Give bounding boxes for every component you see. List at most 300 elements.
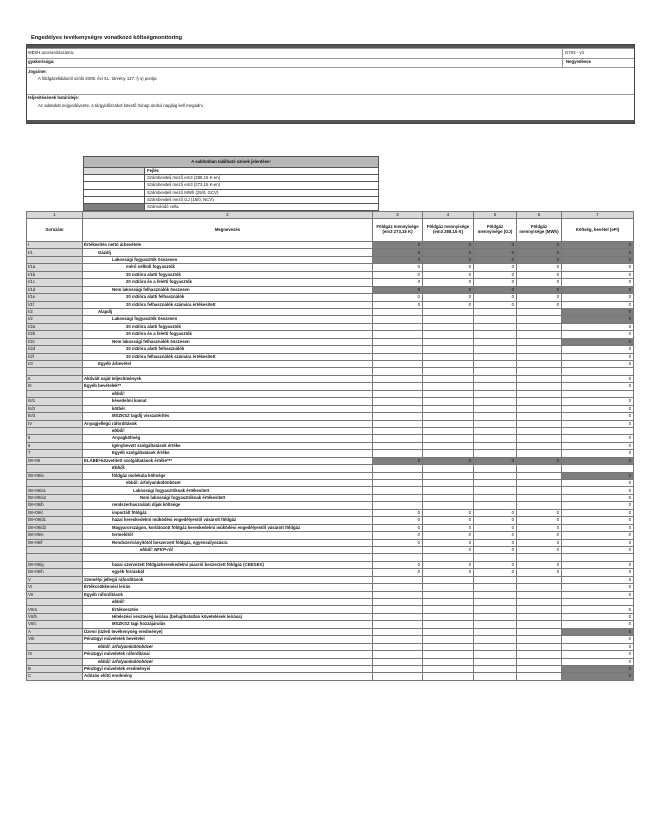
value-cell: 0 [474,256,517,263]
value-cell[interactable]: 0 [474,569,517,576]
value-cell: 0 [562,308,634,315]
value-cell[interactable]: 0 [517,546,562,553]
value-cell[interactable] [423,308,474,315]
value-cell[interactable] [517,390,562,397]
value-cell[interactable]: 0 [562,576,634,583]
value-cell[interactable]: 0 [423,532,474,539]
value-cell[interactable] [423,316,474,323]
value-cell[interactable] [562,368,634,375]
value-cell[interactable] [517,316,562,323]
value-cell[interactable] [474,591,517,598]
value-cell[interactable] [517,442,562,449]
value-cell[interactable] [373,405,423,412]
value-cell[interactable]: 0 [562,591,634,598]
value-cell[interactable] [373,613,423,620]
periodicity-label: gyakorisága: [28,59,55,64]
value-cell[interactable]: 0 [562,323,634,330]
value-cell: 0 [474,457,517,464]
value-cell[interactable] [423,621,474,628]
value-cell[interactable] [423,450,474,457]
value-cell[interactable] [517,323,562,330]
value-cell[interactable] [562,427,634,434]
value-cell[interactable] [373,375,423,382]
value-cell[interactable] [373,606,423,613]
value-cell[interactable] [474,338,517,345]
value-cell[interactable] [474,390,517,397]
value-cell[interactable] [517,651,562,658]
value-cell[interactable] [517,554,562,561]
value-cell[interactable]: 0 [562,413,634,420]
value-cell[interactable] [474,413,517,420]
value-cell[interactable]: 0 [517,301,562,308]
value-cell[interactable] [474,383,517,390]
value-cell[interactable] [474,316,517,323]
value-cell[interactable] [423,658,474,665]
value-cell[interactable] [517,502,562,509]
value-cell[interactable]: 0 [562,502,634,509]
value-cell[interactable]: 0 [562,375,634,382]
value-cell[interactable] [517,427,562,434]
value-cell[interactable] [562,554,634,561]
value-cell[interactable] [517,494,562,501]
value-cell[interactable]: 0 [562,331,634,338]
value-cell[interactable] [423,554,474,561]
value-cell[interactable] [517,576,562,583]
value-cell[interactable] [373,628,423,635]
value-cell[interactable] [423,442,474,449]
value-cell[interactable] [373,413,423,420]
value-cell[interactable] [373,480,423,487]
value-cell[interactable] [423,465,474,472]
value-cell[interactable] [423,420,474,427]
value-cell[interactable] [373,651,423,658]
value-cell[interactable]: 0 [562,398,634,405]
value-cell[interactable] [373,487,423,494]
value-cell[interactable] [423,331,474,338]
value-cell[interactable] [474,606,517,613]
value-cell[interactable]: 0 [423,509,474,516]
value-cell[interactable]: 0 [562,569,634,576]
value-cell[interactable] [517,383,562,390]
value-cell[interactable] [517,606,562,613]
value-cell[interactable] [423,383,474,390]
value-cell[interactable]: 0 [517,294,562,301]
value-cell[interactable] [423,361,474,368]
value-cell[interactable]: 0 [562,606,634,613]
value-cell[interactable]: 0 [562,532,634,539]
value-cell[interactable]: 0 [562,487,634,494]
value-cell[interactable]: 0 [562,561,634,568]
value-cell[interactable] [373,599,423,606]
value-cell[interactable]: 0 [562,442,634,449]
table-row [27,480,634,487]
value-cell[interactable]: 0 [373,569,423,576]
value-cell[interactable] [517,353,562,360]
value-cell[interactable] [517,331,562,338]
value-cell[interactable] [373,353,423,360]
value-cell[interactable]: 0 [373,524,423,531]
row-code: III [27,383,83,390]
value-cell[interactable]: 0 [562,361,634,368]
value-cell[interactable] [373,383,423,390]
value-cell[interactable] [423,346,474,353]
value-cell[interactable] [423,599,474,606]
value-cell[interactable] [373,361,423,368]
value-cell[interactable] [517,405,562,412]
value-cell[interactable] [517,658,562,665]
value-cell[interactable] [517,673,562,680]
value-cell[interactable]: 0 [562,517,634,524]
value-cell[interactable] [373,665,423,672]
row-name: földgáz molekula költsége [83,472,373,479]
value-cell: 0 [562,256,634,263]
value-cell[interactable]: 0 [423,517,474,524]
row-code: I/2f [27,353,83,360]
value-cell[interactable]: 0 [474,271,517,278]
value-cell[interactable] [373,494,423,501]
value-cell[interactable]: 0 [423,279,474,286]
value-cell[interactable] [517,480,562,487]
value-cell[interactable] [474,435,517,442]
value-cell[interactable] [373,658,423,665]
value-cell[interactable] [517,487,562,494]
value-cell[interactable] [474,323,517,330]
value-cell[interactable] [474,465,517,472]
value-cell[interactable]: 0 [562,636,634,643]
value-cell[interactable] [474,599,517,606]
value-cell[interactable]: 0 [562,450,634,457]
value-cell[interactable] [423,413,474,420]
legend-row [84,203,379,210]
value-cell[interactable]: 0 [562,264,634,271]
value-cell[interactable]: 0 [474,532,517,539]
value-cell[interactable]: 0 [373,517,423,524]
column-header: Földgáz mennyisége (em3 273,15 K) [373,219,423,242]
value-cell[interactable] [423,480,474,487]
value-cell[interactable] [517,599,562,606]
value-cell[interactable] [373,636,423,643]
value-cell[interactable] [474,621,517,628]
value-cell[interactable] [517,308,562,315]
value-cell[interactable]: 0 [562,353,634,360]
value-cell[interactable] [562,390,634,397]
value-cell[interactable]: 0 [517,539,562,546]
value-cell[interactable] [517,472,562,479]
value-cell[interactable]: 0 [517,271,562,278]
value-cell[interactable] [423,628,474,635]
row-name: hazai kereskedelmi működési engedélyestől vásárolt földgáz [83,517,373,524]
value-cell[interactable] [373,546,423,553]
value-cell[interactable] [474,398,517,405]
value-cell[interactable]: 0 [562,494,634,501]
value-cell[interactable]: 0 [373,294,423,301]
value-cell[interactable] [373,435,423,442]
value-cell[interactable] [373,323,423,330]
value-cell[interactable] [373,554,423,561]
value-cell[interactable] [517,643,562,650]
value-cell[interactable]: 0 [373,509,423,516]
table-row [27,294,634,301]
value-cell[interactable] [517,584,562,591]
value-cell[interactable] [474,442,517,449]
value-cell[interactable]: 0 [423,271,474,278]
value-cell[interactable]: 0 [562,546,634,553]
value-cell[interactable] [373,472,423,479]
value-cell[interactable] [423,353,474,360]
row-code: 7 [27,450,83,457]
value-cell[interactable] [373,584,423,591]
value-cell[interactable]: 0 [562,509,634,516]
value-cell[interactable] [474,427,517,434]
value-cell[interactable]: 0 [474,301,517,308]
value-cell[interactable] [474,420,517,427]
value-cell[interactable] [373,502,423,509]
row-code: 08+09/d1 [27,517,83,524]
value-cell[interactable] [423,673,474,680]
value-cell[interactable] [423,398,474,405]
value-cell[interactable] [517,450,562,457]
value-cell[interactable]: 0 [562,651,634,658]
row-name: Adózás előtti eredmény [83,673,373,680]
value-cell[interactable] [373,338,423,345]
row-code: VII [27,591,83,598]
row-code [27,643,83,650]
value-cell[interactable] [373,621,423,628]
value-cell[interactable] [517,665,562,672]
value-cell[interactable]: 0 [423,561,474,568]
value-cell[interactable]: 0 [562,584,634,591]
value-cell[interactable]: 0 [562,435,634,442]
row-name: ebből: árfolyamkülönbözet [83,480,373,487]
value-cell[interactable] [474,628,517,635]
value-cell[interactable] [423,487,474,494]
value-cell[interactable] [517,361,562,368]
value-cell[interactable] [517,338,562,345]
value-cell[interactable] [423,427,474,434]
value-cell[interactable]: 0 [474,546,517,553]
value-cell: 0 [373,457,423,464]
value-cell[interactable]: 0 [562,658,634,665]
value-cell[interactable] [474,636,517,643]
value-cell[interactable] [517,420,562,427]
value-cell[interactable]: 0 [562,539,634,546]
value-cell[interactable]: 0 [373,539,423,546]
value-cell[interactable]: 0 [562,279,634,286]
value-cell[interactable]: 0 [474,524,517,531]
value-cell[interactable]: 0 [562,621,634,628]
value-cell[interactable] [423,502,474,509]
value-cell[interactable] [517,613,562,620]
value-cell[interactable] [423,494,474,501]
value-cell[interactable] [474,361,517,368]
value-cell[interactable]: 0 [423,539,474,546]
value-cell[interactable] [423,636,474,643]
value-cell[interactable]: 0 [517,532,562,539]
value-cell[interactable] [373,591,423,598]
value-cell[interactable] [423,606,474,613]
value-cell: 0 [423,256,474,263]
value-cell[interactable] [517,621,562,628]
value-cell[interactable] [373,308,423,315]
value-cell[interactable] [517,346,562,353]
value-cell[interactable] [517,628,562,635]
row-name: Nem lakossági fogyasztóknak értékesített [83,494,373,501]
value-cell[interactable] [474,576,517,583]
table-row [27,338,634,345]
value-cell[interactable]: 0 [474,279,517,286]
value-cell[interactable] [373,331,423,338]
value-cell[interactable]: 0 [423,294,474,301]
value-cell[interactable] [423,591,474,598]
value-cell[interactable]: 0 [423,301,474,308]
value-cell[interactable] [423,651,474,658]
value-cell[interactable]: 0 [373,532,423,539]
value-cell[interactable] [423,665,474,672]
value-cell[interactable] [474,658,517,665]
row-code: I/1e [27,294,83,301]
value-cell[interactable] [423,323,474,330]
value-cell[interactable] [474,308,517,315]
value-cell[interactable]: 0 [562,405,634,412]
value-cell[interactable] [373,346,423,353]
value-cell[interactable] [517,375,562,382]
value-cell[interactable]: 0 [474,561,517,568]
value-cell[interactable] [423,390,474,397]
value-cell[interactable]: 0 [562,420,634,427]
value-cell[interactable]: 0 [562,346,634,353]
value-cell: 0 [373,286,423,293]
value-cell[interactable] [517,435,562,442]
value-cell[interactable] [474,554,517,561]
value-cell[interactable]: 0 [517,569,562,576]
row-code [27,546,83,553]
value-cell[interactable]: 0 [423,569,474,576]
value-cell[interactable] [562,465,634,472]
value-cell[interactable] [474,450,517,457]
value-cell[interactable]: 0 [423,524,474,531]
value-cell[interactable] [474,368,517,375]
value-cell[interactable] [423,338,474,345]
value-cell[interactable] [474,405,517,412]
value-cell[interactable] [517,465,562,472]
value-cell[interactable] [474,502,517,509]
value-cell[interactable] [562,599,634,606]
value-cell[interactable] [423,576,474,583]
value-cell[interactable] [474,353,517,360]
value-cell[interactable] [474,643,517,650]
value-cell[interactable] [423,368,474,375]
value-cell[interactable]: 0 [373,561,423,568]
table-row [27,658,634,665]
value-cell[interactable] [517,398,562,405]
value-cell[interactable] [423,613,474,620]
value-cell[interactable] [423,375,474,382]
value-cell[interactable]: 0 [562,643,634,650]
value-cell[interactable] [423,643,474,650]
value-cell[interactable]: 0 [562,480,634,487]
value-cell[interactable] [373,427,423,434]
value-cell[interactable]: 0 [562,294,634,301]
value-cell[interactable] [474,472,517,479]
value-cell[interactable]: 0 [474,294,517,301]
value-cell[interactable]: 0 [562,301,634,308]
value-cell[interactable] [474,480,517,487]
value-cell[interactable] [474,494,517,501]
value-cell[interactable] [373,450,423,457]
value-cell[interactable]: 0 [474,517,517,524]
value-cell: 0 [423,249,474,256]
value-cell[interactable] [474,375,517,382]
value-cell[interactable]: 0 [373,301,423,308]
value-cell[interactable]: 0 [517,264,562,271]
value-cell[interactable]: 0 [517,561,562,568]
row-code: I/2d [27,346,83,353]
value-cell[interactable] [474,665,517,672]
value-cell[interactable]: 0 [517,524,562,531]
value-cell[interactable] [423,405,474,412]
value-cell[interactable] [373,576,423,583]
table-row [27,256,634,263]
value-cell[interactable]: 0 [373,279,423,286]
value-cell[interactable]: 0 [474,539,517,546]
value-cell[interactable] [373,420,423,427]
value-cell[interactable] [423,584,474,591]
value-cell[interactable] [474,487,517,494]
value-cell[interactable]: 0 [517,279,562,286]
table-row [27,643,634,650]
value-cell[interactable] [474,613,517,620]
value-cell[interactable] [517,368,562,375]
value-cell[interactable] [474,584,517,591]
value-cell: 0 [562,457,634,464]
value-cell[interactable]: 0 [517,517,562,524]
value-cell[interactable] [373,398,423,405]
row-code: III/3 [27,413,83,420]
value-cell[interactable]: 0 [423,264,474,271]
value-cell[interactable] [517,413,562,420]
value-cell[interactable]: 0 [373,264,423,271]
value-cell: 0 [373,256,423,263]
value-cell[interactable] [373,465,423,472]
value-cell[interactable]: 0 [562,271,634,278]
value-cell[interactable] [474,331,517,338]
table-row [27,472,634,479]
value-cell[interactable]: 0 [562,613,634,620]
value-cell[interactable] [373,390,423,397]
legend-label: Fejléc [145,168,379,175]
value-cell[interactable] [373,643,423,650]
value-cell[interactable]: 0 [373,271,423,278]
value-cell[interactable]: 0 [423,546,474,553]
value-cell[interactable] [373,673,423,680]
row-code: VII/a [27,606,83,613]
value-cell[interactable]: 0 [474,264,517,271]
value-cell[interactable] [517,636,562,643]
value-cell[interactable] [373,316,423,323]
value-cell[interactable] [474,346,517,353]
value-cell[interactable] [423,472,474,479]
value-cell[interactable] [517,591,562,598]
value-cell[interactable] [474,673,517,680]
value-cell[interactable] [474,651,517,658]
value-cell[interactable] [423,435,474,442]
value-cell[interactable]: 0 [474,509,517,516]
value-cell[interactable] [373,442,423,449]
value-cell[interactable] [373,368,423,375]
value-cell[interactable]: 0 [562,383,634,390]
value-cell[interactable]: 0 [562,524,634,531]
value-cell[interactable]: 0 [517,509,562,516]
